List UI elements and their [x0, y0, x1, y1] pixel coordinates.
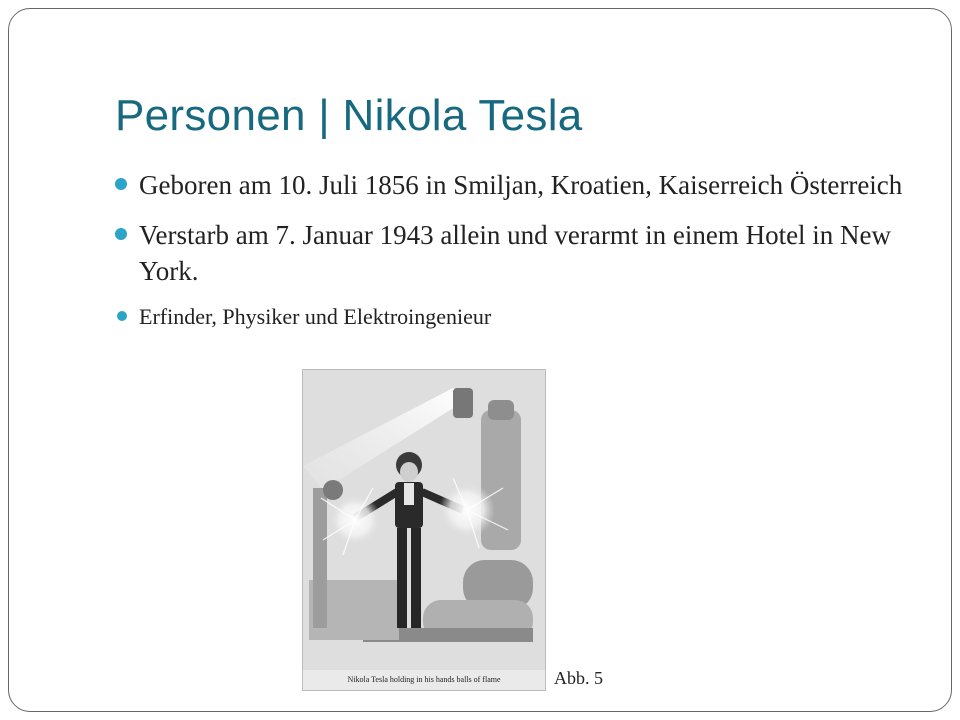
bullet-dot-icon [115, 178, 127, 190]
bullet-text-birth: Geboren am 10. Juli 1856 in Smiljan, Kroatien, Kaiserreich Österreich [139, 170, 903, 200]
slide-title: Personen | Nikola Tesla [115, 91, 583, 140]
bullet-text-profession: Erfinder, Physiker und Elektroingenieur [139, 304, 492, 329]
tesla-photo [302, 369, 546, 691]
photo-caption: Nikola Tesla holding in his hands balls of flame [347, 675, 501, 684]
bullet-item-death [115, 217, 915, 289]
bullet-dot-icon [115, 228, 127, 240]
bullet-dot-icon [117, 311, 127, 321]
figure-label: Abb. 5 [554, 668, 603, 688]
bullet-list [115, 167, 915, 331]
tesla-illustration [303, 370, 545, 690]
bullet-item-profession [115, 303, 915, 331]
bullet-text-death: Verstarb am 7. Januar 1943 allein und verarmt in einem Hotel in New York. [139, 220, 892, 286]
bullet-item-birth [115, 167, 915, 203]
